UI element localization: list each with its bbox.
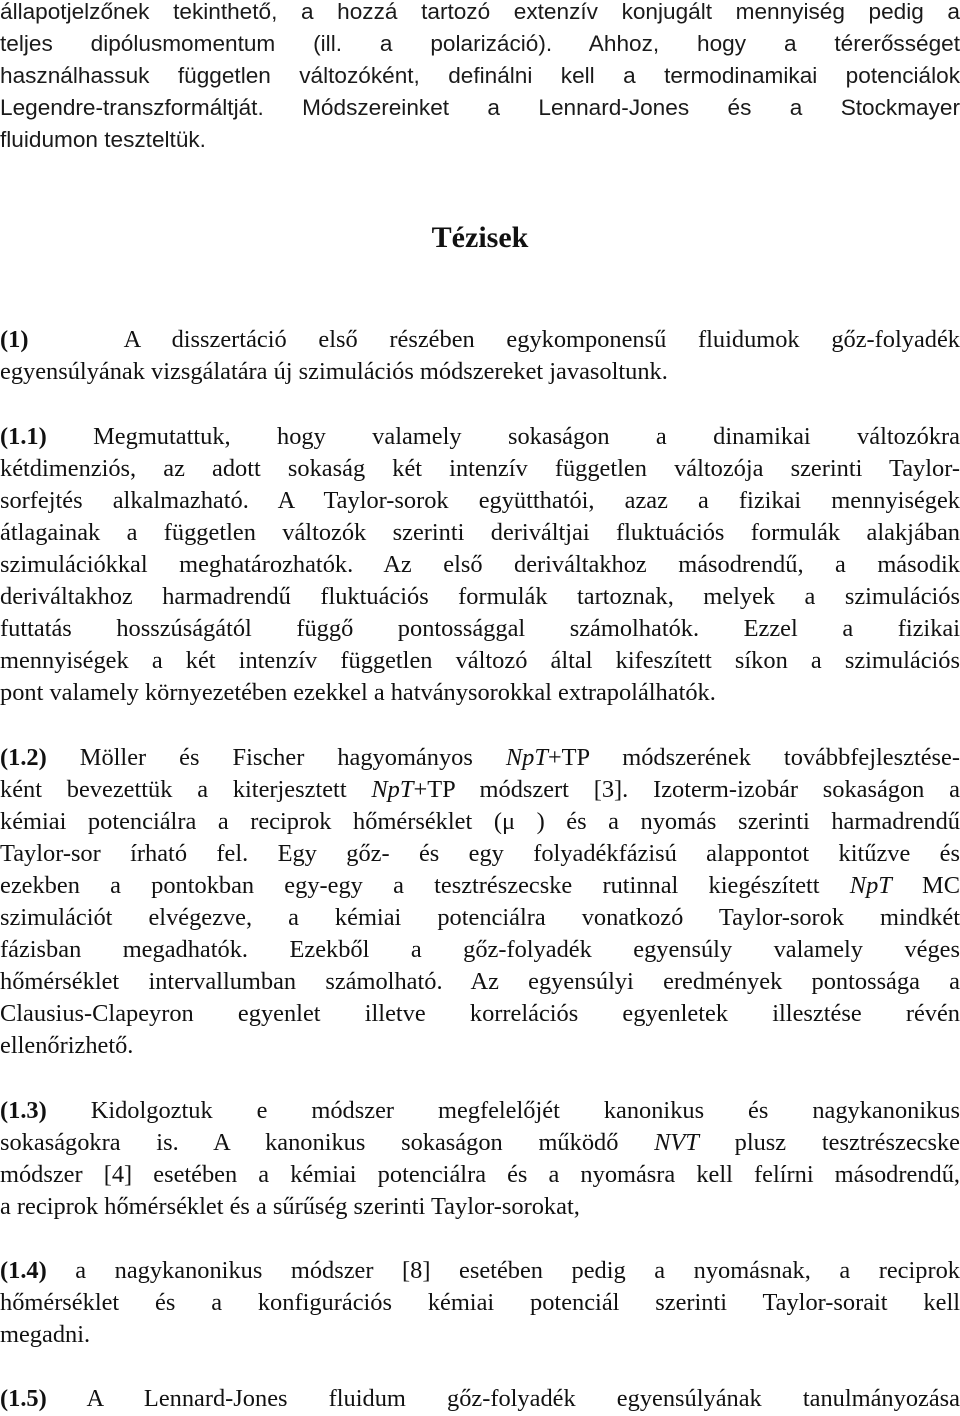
method-abbreviation: NpT (505, 744, 548, 771)
thesis-line: deriváltakhoz harmadrendű fluktuációs formulák tartoznak, melyek a szimulációs (0, 583, 960, 610)
thesis-line: kétdimenziós, az adott sokaság két intenzív független változója szerinti Taylor- (0, 455, 960, 482)
thesis-line: a reciprok hőmérséklet és a sűrűség szerinti Taylor-sorokat, (0, 1193, 580, 1220)
thesis-line: hőmérséklet és a konfigurációs kémiai potenciál szerinti Taylor-sorait kell (0, 1289, 960, 1316)
thesis-label: (1.5) (0, 1385, 47, 1412)
thesis-line (0, 1383, 960, 1415)
thesis-label: (1.4) (0, 1257, 47, 1284)
thesis-label: (1.3) (0, 1097, 47, 1124)
thesis-line: ként bevezettük a kiterjesztett NpT+TP módszert [3]. Izoterm-izobár sokaságon a (0, 776, 960, 803)
thesis-line: sorfejtés alkalmazható. A Taylor-sorok együtthatói, azaz a fizikai mennyiségek (0, 487, 960, 514)
thesis-line (0, 421, 960, 453)
thesis-line: mennyiségek a két intenzív független változó által kifeszített síkon a szimulációs (0, 647, 960, 674)
thesis-line: kémiai potenciálra a reciprok hőmérséklet (μ ) és a nyomás szerinti harmadrendű (0, 808, 960, 835)
method-abbreviation: NVT (654, 1129, 699, 1156)
thesis-line: módszer [4] esetében a kémiai potenciálra és a nyomásra kell felírni másodrendű, (0, 1161, 960, 1188)
thesis-label: (1) (0, 326, 29, 353)
intro-line: Legendre-transzformáltját. Módszereinket a Lennard-Jones és a Stockmayer (0, 95, 960, 120)
thesis-line: pont valamely környezetében ezekkel a hatványsorokkal extrapolálhatók. (0, 679, 716, 706)
thesis-line: ellenőrizhető. (0, 1032, 134, 1059)
thesis-line (0, 324, 960, 356)
thesis-line: Taylor-sor írható fel. Egy gőz- és egy folyadékfázisú alappontot kitűzve és (0, 840, 960, 867)
thesis-text: Möller és Fischer hagyományos NpT+TP módszerének továbbfejlesztése- (79, 744, 960, 771)
thesis-text: a nagykanonikus módszer [8] esetében pedig a nyomásnak, a reciprok (75, 1257, 960, 1284)
thesis-line: hőmérséklet intervallumban számolható. Az egyensúlyi eredmények pontossága a (0, 968, 960, 995)
thesis-line (0, 742, 960, 774)
intro-line: állapotjelzőnek tekinthető, a hozzá tartozó extenzív konjugált mennyiség pedig a (0, 0, 960, 24)
thesis-line: egyensúlyának vizsgálatára új szimulációs módszereket javasoltunk. (0, 358, 668, 385)
thesis-line: futtatás hosszúságától függő pontossággal számolhatók. Ezzel a fizikai (0, 615, 960, 642)
thesis-text: Megmutattuk, hogy valamely sokaságon a dinamikai változókra (93, 423, 960, 450)
thesis-line: fázisban megadhatók. Ezekből a gőz-folyadék egyensúly valamely véges (0, 936, 960, 963)
thesis-line (0, 1255, 960, 1287)
section-title: Tézisek (431, 221, 529, 254)
intro-line: használhassuk független változóként, definálni kell a termodinamikai potenciálok (0, 63, 960, 88)
method-abbreviation: NpT (849, 872, 892, 899)
thesis-line: megadni. (0, 1321, 91, 1348)
thesis-text: Kidolgoztuk e módszer megfelelőjét kanonikus és nagykanonikus (90, 1097, 960, 1124)
thesis-line: szimulációt elvégezve, a kémiai potenciálra vonatkozó Taylor-sorok mindkét (0, 904, 960, 931)
thesis-line: szimulációkkal meghatározhatók. Az első deriváltakhoz másodrendű, a második (0, 551, 960, 578)
intro-line: teljes dipólusmomentum (ill. a polarizáció). Ahhoz, hogy a térerősséget (0, 31, 960, 56)
thesis-label: (1.1) (0, 423, 47, 450)
thesis-text: A disszertáció első részében egykomponensű fluidumok gőz-folyadék (123, 326, 960, 353)
thesis-line: ezekben a pontokban egy-egy a tesztrészecske rutinnal kiegészített NpT MC (0, 872, 960, 899)
thesis-line: sokaságokra is. A kanonikus sokaságon működő NVT plusz tesztrészecske (0, 1129, 960, 1156)
thesis-line: átlagainak a független változók szerinti deriváltjai fluktuációs formulák alakjában (0, 519, 960, 546)
intro-line: fluidumon teszteltük. (0, 127, 206, 152)
method-abbreviation: NpT (371, 776, 414, 803)
thesis-text: A Lennard-Jones fluidum gőz-folyadék egyensúlyának tanulmányozása (86, 1385, 960, 1412)
thesis-line: Clausius-Clapeyron egyenlet illetve korrelációs egyenletek illesztése révén (0, 1000, 960, 1027)
thesis-label: (1.2) (0, 744, 47, 771)
thesis-line (0, 1095, 960, 1127)
